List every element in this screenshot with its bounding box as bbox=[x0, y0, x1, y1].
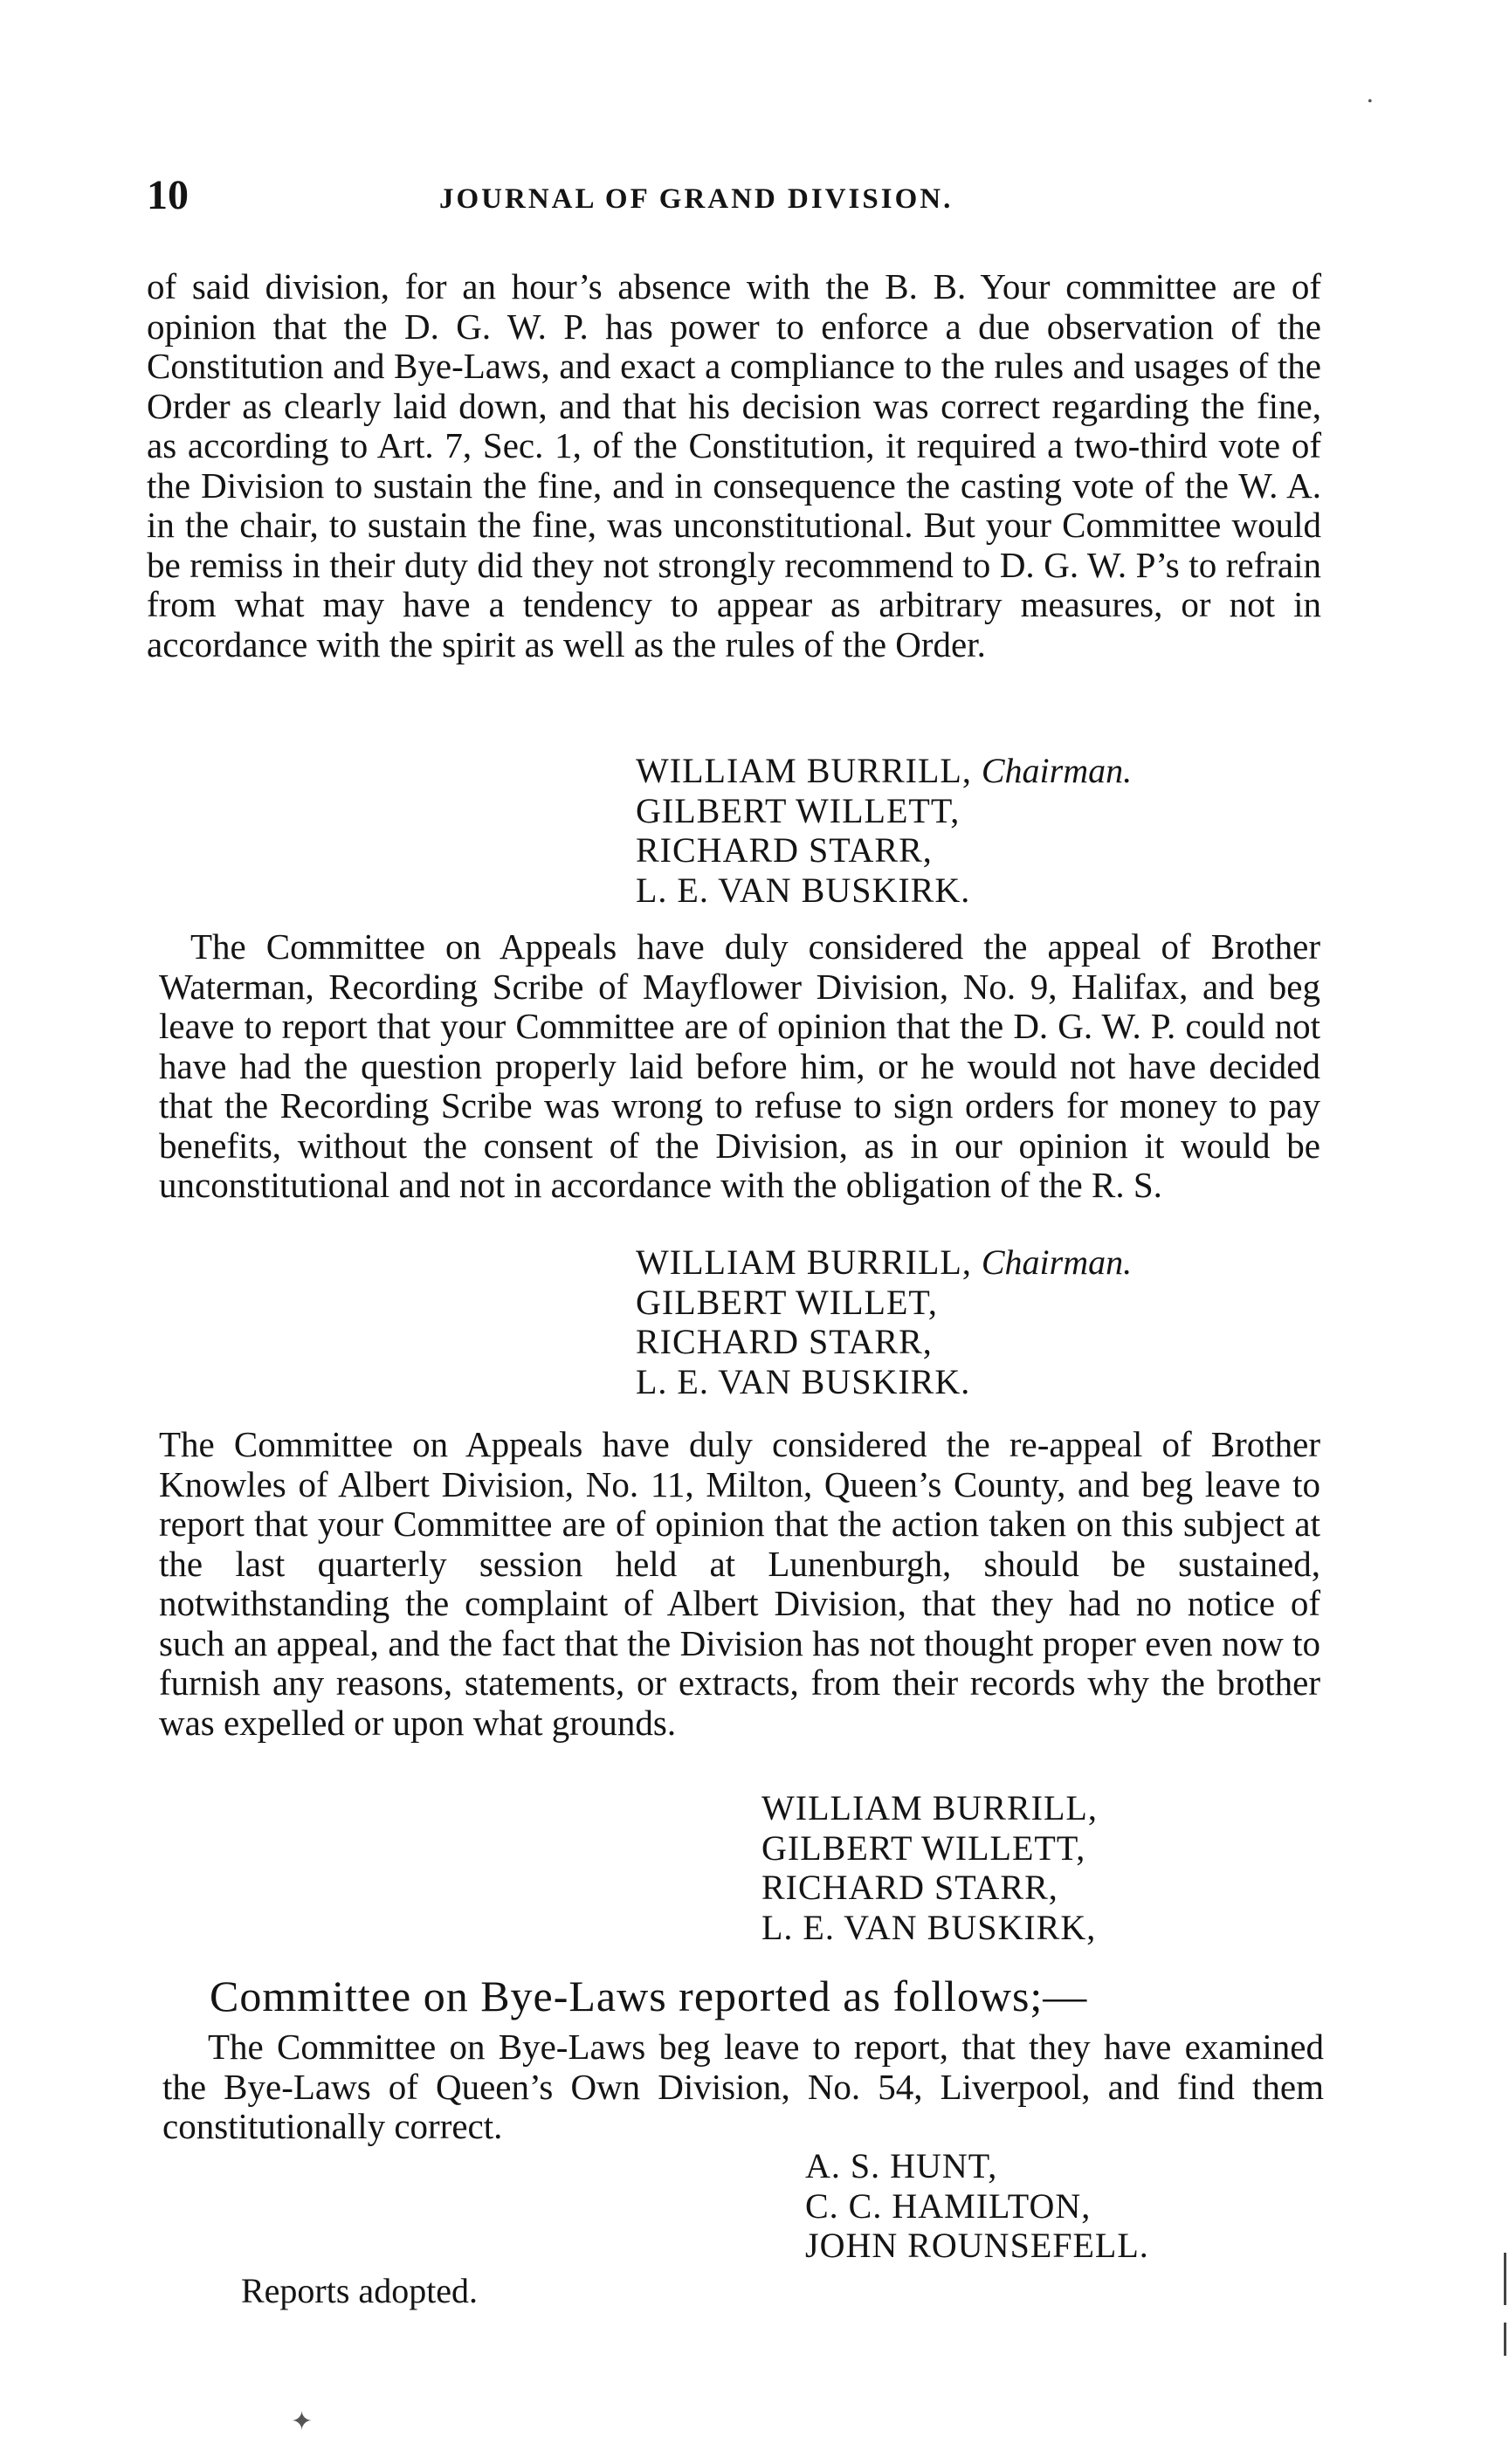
signature-name: L. E. VAN BUSKIRK. bbox=[636, 870, 971, 910]
signature-line bbox=[805, 2186, 1294, 2227]
signatures-section-3 bbox=[761, 1788, 1285, 1947]
ink-speck: ✦ bbox=[291, 2407, 314, 2436]
signature-line bbox=[636, 1362, 1247, 1402]
signature-role: Chairman. bbox=[981, 751, 1133, 790]
signature-line bbox=[636, 1283, 1247, 1323]
section-appeal-fine bbox=[147, 267, 1321, 664]
signature-name: JOHN ROUNSEFELL. bbox=[805, 2226, 1149, 2265]
signature-name: GILBERT WILLET, bbox=[636, 1282, 938, 1322]
section-bye-laws bbox=[162, 2027, 1324, 2147]
paragraph-waterman-appeal: The Committee on Appeals have duly considered the appeal of Brother Waterman, Recording Scribe of Mayflower Division, No. 9, Halifax, and beg leave to report that your Committee are of opinion that the D. G. W. P. could not have had the question properly laid before him, or he would not have decided that the Recording Scribe was wrong to refuse to sign orders for money to pay benefits, without the consent of the Division, as in our opinion it would be unconstitutional and not in accordance with the obligation of the R. S. bbox=[159, 926, 1320, 1205]
signature-line bbox=[636, 791, 1247, 831]
signature-name: L. E. VAN BUSKIRK. bbox=[636, 1361, 971, 1401]
signature-line bbox=[636, 751, 1247, 791]
signature-role: Chairman. bbox=[981, 1242, 1133, 1282]
section-appeal-knowles bbox=[159, 1425, 1320, 1743]
signature-name: A. S. HUNT, bbox=[805, 2146, 998, 2185]
signature-line bbox=[761, 1828, 1285, 1869]
signature-line bbox=[761, 1908, 1285, 1948]
signature-name: WILLIAM BURRILL, bbox=[636, 751, 972, 790]
signature-name: GILBERT WILLETT, bbox=[636, 790, 961, 830]
reports-adopted-note: Reports adopted. bbox=[241, 2271, 479, 2310]
running-head: JOURNAL OF GRAND DIVISION. bbox=[439, 183, 954, 215]
signatures-section-4 bbox=[805, 2146, 1294, 2266]
scan-edge-mark bbox=[1504, 2323, 1506, 2356]
signature-line bbox=[636, 830, 1247, 871]
signature-name: C. C. HAMILTON, bbox=[805, 2185, 1092, 2226]
signature-line bbox=[636, 871, 1247, 911]
signature-name: RICHARD STARR, bbox=[761, 1868, 1058, 1907]
signature-name: WILLIAM BURRILL, bbox=[636, 1242, 972, 1282]
signature-line bbox=[761, 1868, 1285, 1908]
section-appeal-waterman bbox=[159, 927, 1320, 1206]
signature-name: RICHARD STARR, bbox=[636, 830, 933, 870]
page-header bbox=[147, 171, 1317, 224]
paragraph-knowles-reappeal: The Committee on Appeals have duly considered the re-appeal of Brother Knowles of Albert Division, No. 11, Milton, Queen’s County, and beg leave to report that your Committee are of opinion that the action taken on this subject at the last quarterly session held at Lunenburgh, should be sustained, notwithstanding the complaint of Albert Division, that they had no notice of such an appeal, and the fact that the Division has not thought proper even now to furnish any reasons, statements, or extracts, from their records why the brother was expelled or upon what grounds. bbox=[159, 1424, 1320, 1743]
signature-line bbox=[805, 2226, 1294, 2266]
page-number: 10 bbox=[147, 172, 189, 218]
paragraph-fine-decision: of said division, for an hour’s absence with the B. B. Your committee are of opinion that the D. G. W. P. has power to enforce a due observation of the Constitution and Bye-Laws, and exact a compliance to the rules and usages of the Order as clearly laid down, and that his decision was correct regarding the fine, as according to Art. 7, Sec. 1, of the Constitution, it required a two-third vote of the Division to sustain the fine, and in consequence the casting vote of the W. A. in the chair, to sustain the fine, was unconstitutional. But your Committee would be remiss in their duty did they not strongly recommend to D. G. W. P’s to refrain from what may have a tendency to appear as arbitrary measures, or not in accordance with the spirit as well as the rules of the Order. bbox=[147, 266, 1321, 664]
ink-speck: • bbox=[1368, 94, 1373, 109]
signature-line bbox=[761, 1788, 1285, 1828]
paragraph-bye-laws-report: The Committee on Bye-Laws beg leave to report, that they have examined the Bye-Laws of Queen’s Own Division, No. 54, Liverpool, and find them constitutionally correct. bbox=[162, 2027, 1324, 2146]
signature-name: RICHARD STARR, bbox=[636, 1322, 933, 1361]
signature-name: WILLIAM BURRILL, bbox=[761, 1788, 1098, 1827]
signature-name: GILBERT WILLETT, bbox=[761, 1827, 1086, 1868]
signatures-section-1 bbox=[636, 751, 1247, 910]
signature-line bbox=[805, 2146, 1294, 2186]
scan-edge-mark bbox=[1504, 2253, 1506, 2305]
signature-name: L. E. VAN BUSKIRK, bbox=[761, 1907, 1097, 1947]
heading-bye-laws: Committee on Bye-Laws reported as follows;— bbox=[210, 1972, 1088, 2020]
signature-line bbox=[636, 1322, 1247, 1362]
signature-line bbox=[636, 1242, 1247, 1283]
signatures-section-2 bbox=[636, 1242, 1247, 1401]
